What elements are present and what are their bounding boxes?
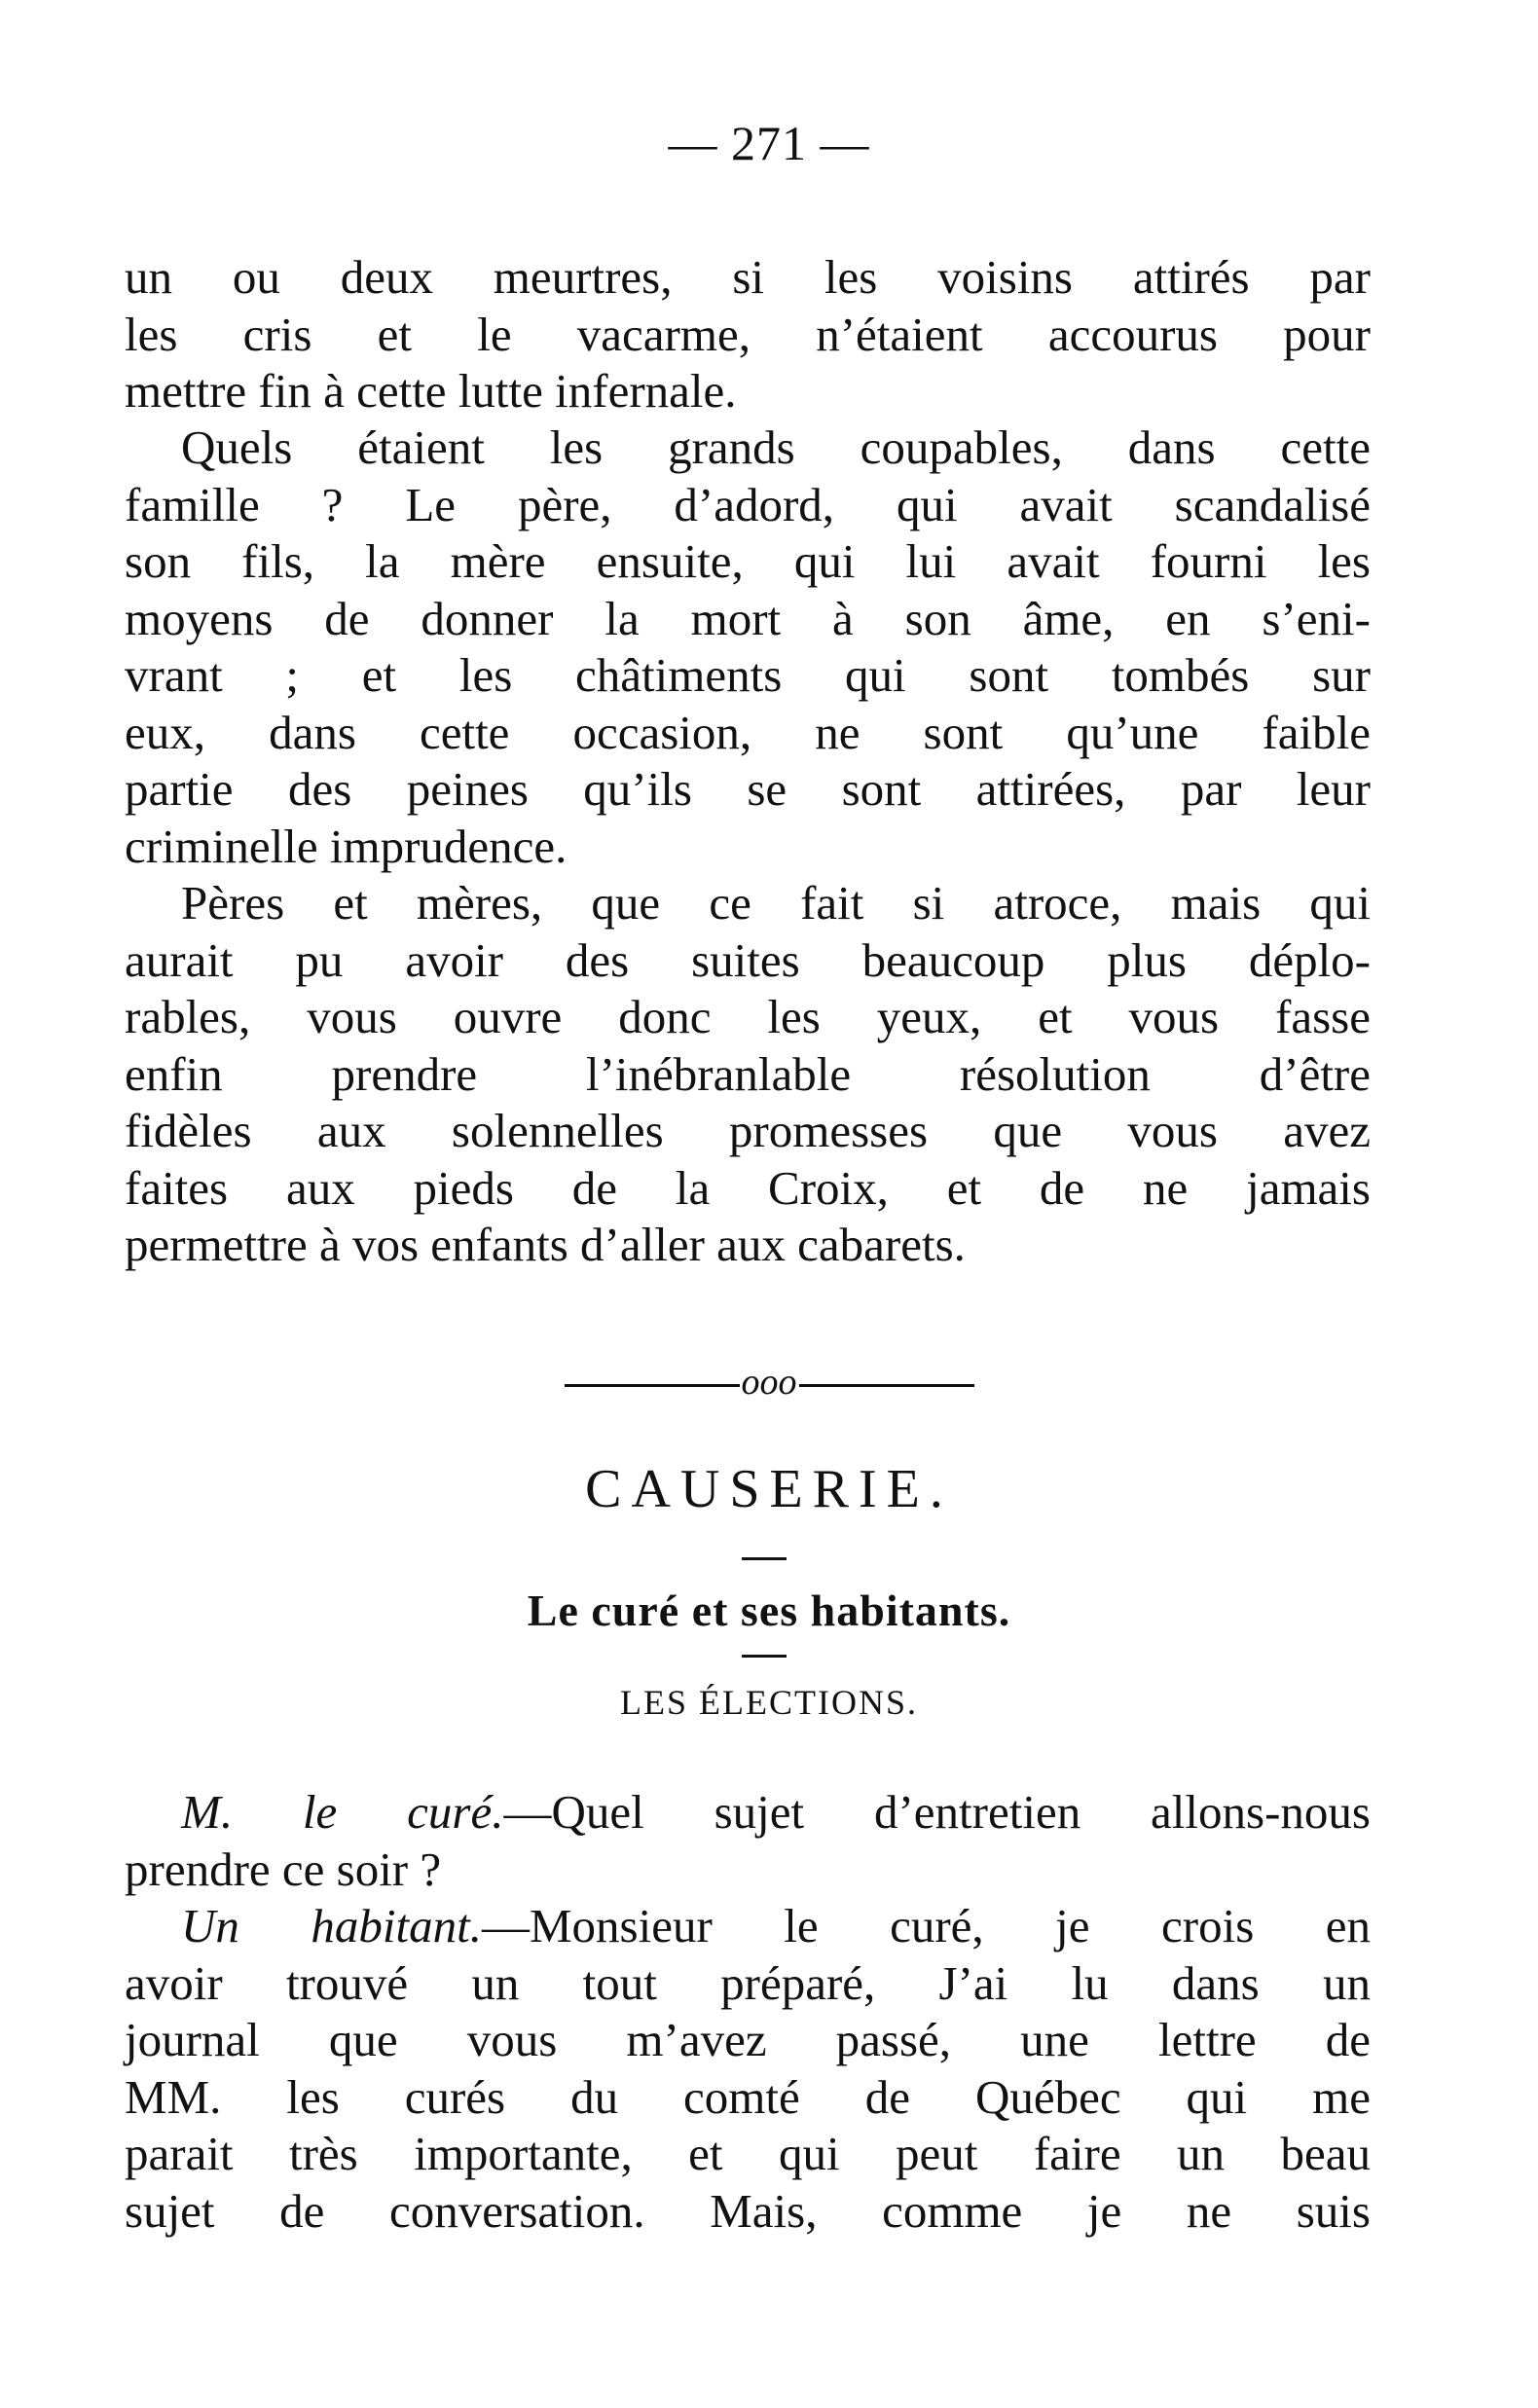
- text-line: moyens de donner la mort à son âme, en s’eni-: [125, 591, 1371, 645]
- text-line: parait très importante, et qui peut faire un beau: [125, 2127, 1371, 2180]
- text-line: rables, vous ouvre donc les yeux, et vous fasse: [125, 990, 1371, 1043]
- text-line: Quels étaient les grands coupables, dans cette: [181, 420, 1371, 474]
- text-line: sujet de conversation. Mais, comme je ne suis: [125, 2183, 1371, 2238]
- page-number: — 271 —: [668, 116, 870, 170]
- dialogue-line: [125, 1784, 1371, 1842]
- text-line: permettre à vos enfants d’aller aux cabarets.: [125, 1218, 966, 1271]
- text-line: Pères et mères, que ce fait si atroce, mais qui: [181, 876, 1371, 930]
- section-subtitle: Le curé et ses habitants.: [527, 1586, 1011, 1635]
- paragraph-2: [125, 420, 1371, 875]
- text-line: un ou deux meurtres, si les voisins attirés par: [125, 250, 1371, 304]
- divider-rule: [565, 1384, 740, 1387]
- paragraph-3: [125, 875, 1371, 1274]
- text-line: fidèles aux solennelles promesses que vous avez: [125, 1104, 1371, 1157]
- text-line: faites aux pieds de la Croix, et de ne jamais: [125, 1160, 1371, 1215]
- short-rule: [742, 1655, 787, 1658]
- divider-ornament: ooo: [741, 1362, 797, 1403]
- speaker-label: Un habitant.: [181, 1899, 482, 1952]
- dialogue-text: —Monsieur le curé, je crois en: [481, 1899, 1371, 1952]
- text-line: vrant ; et les châtiments qui sont tombés sur: [125, 648, 1371, 702]
- text-line: mettre fin à cette lutte infernale.: [125, 364, 737, 418]
- paragraph-1: [125, 249, 1371, 420]
- dialogue: [125, 1784, 1371, 2240]
- text-line: aurait pu avoir des suites beaucoup plus déplo-: [125, 932, 1371, 987]
- text-line: avoir trouvé un tout préparé, J’ai lu dans un: [125, 1955, 1371, 2010]
- text-line: partie des peines qu’ils se sont attirées, par leur: [125, 762, 1371, 816]
- text-line: son fils, la mère ensuite, qui lui avait fourni les: [125, 534, 1371, 588]
- text-line: enfin prendre l’inébranlable résolution d’être: [125, 1046, 1371, 1101]
- text-line: famille ? Le père, d’adord, qui avait scandalisé: [125, 477, 1371, 531]
- text-line: prendre ce soir ?: [125, 1842, 442, 1896]
- divider-rule: [799, 1384, 974, 1387]
- text-line: criminelle imprudence.: [125, 819, 568, 873]
- dialogue-line: [125, 1898, 1371, 1955]
- text-line: MM. les curés du comté de Québec qui me: [125, 2069, 1371, 2124]
- text-line: les cris et le vacarme, n’étaient accourus pour: [125, 307, 1371, 361]
- section-title: CAUSERIE.: [585, 1459, 953, 1519]
- section-divider: [0, 1361, 1538, 1404]
- section-subhead: LES ÉLECTIONS.: [620, 1683, 918, 1722]
- dialogue-text: —Quel sujet d’entretien allons-nous: [503, 1785, 1371, 1839]
- speaker-label: M. le curé.: [181, 1785, 504, 1839]
- short-rule: [742, 1557, 787, 1560]
- text-line: journal que vous m’avez passé, une lettre de: [125, 2013, 1371, 2066]
- text-line: eux, dans cette occasion, ne sont qu’une faible: [125, 705, 1371, 759]
